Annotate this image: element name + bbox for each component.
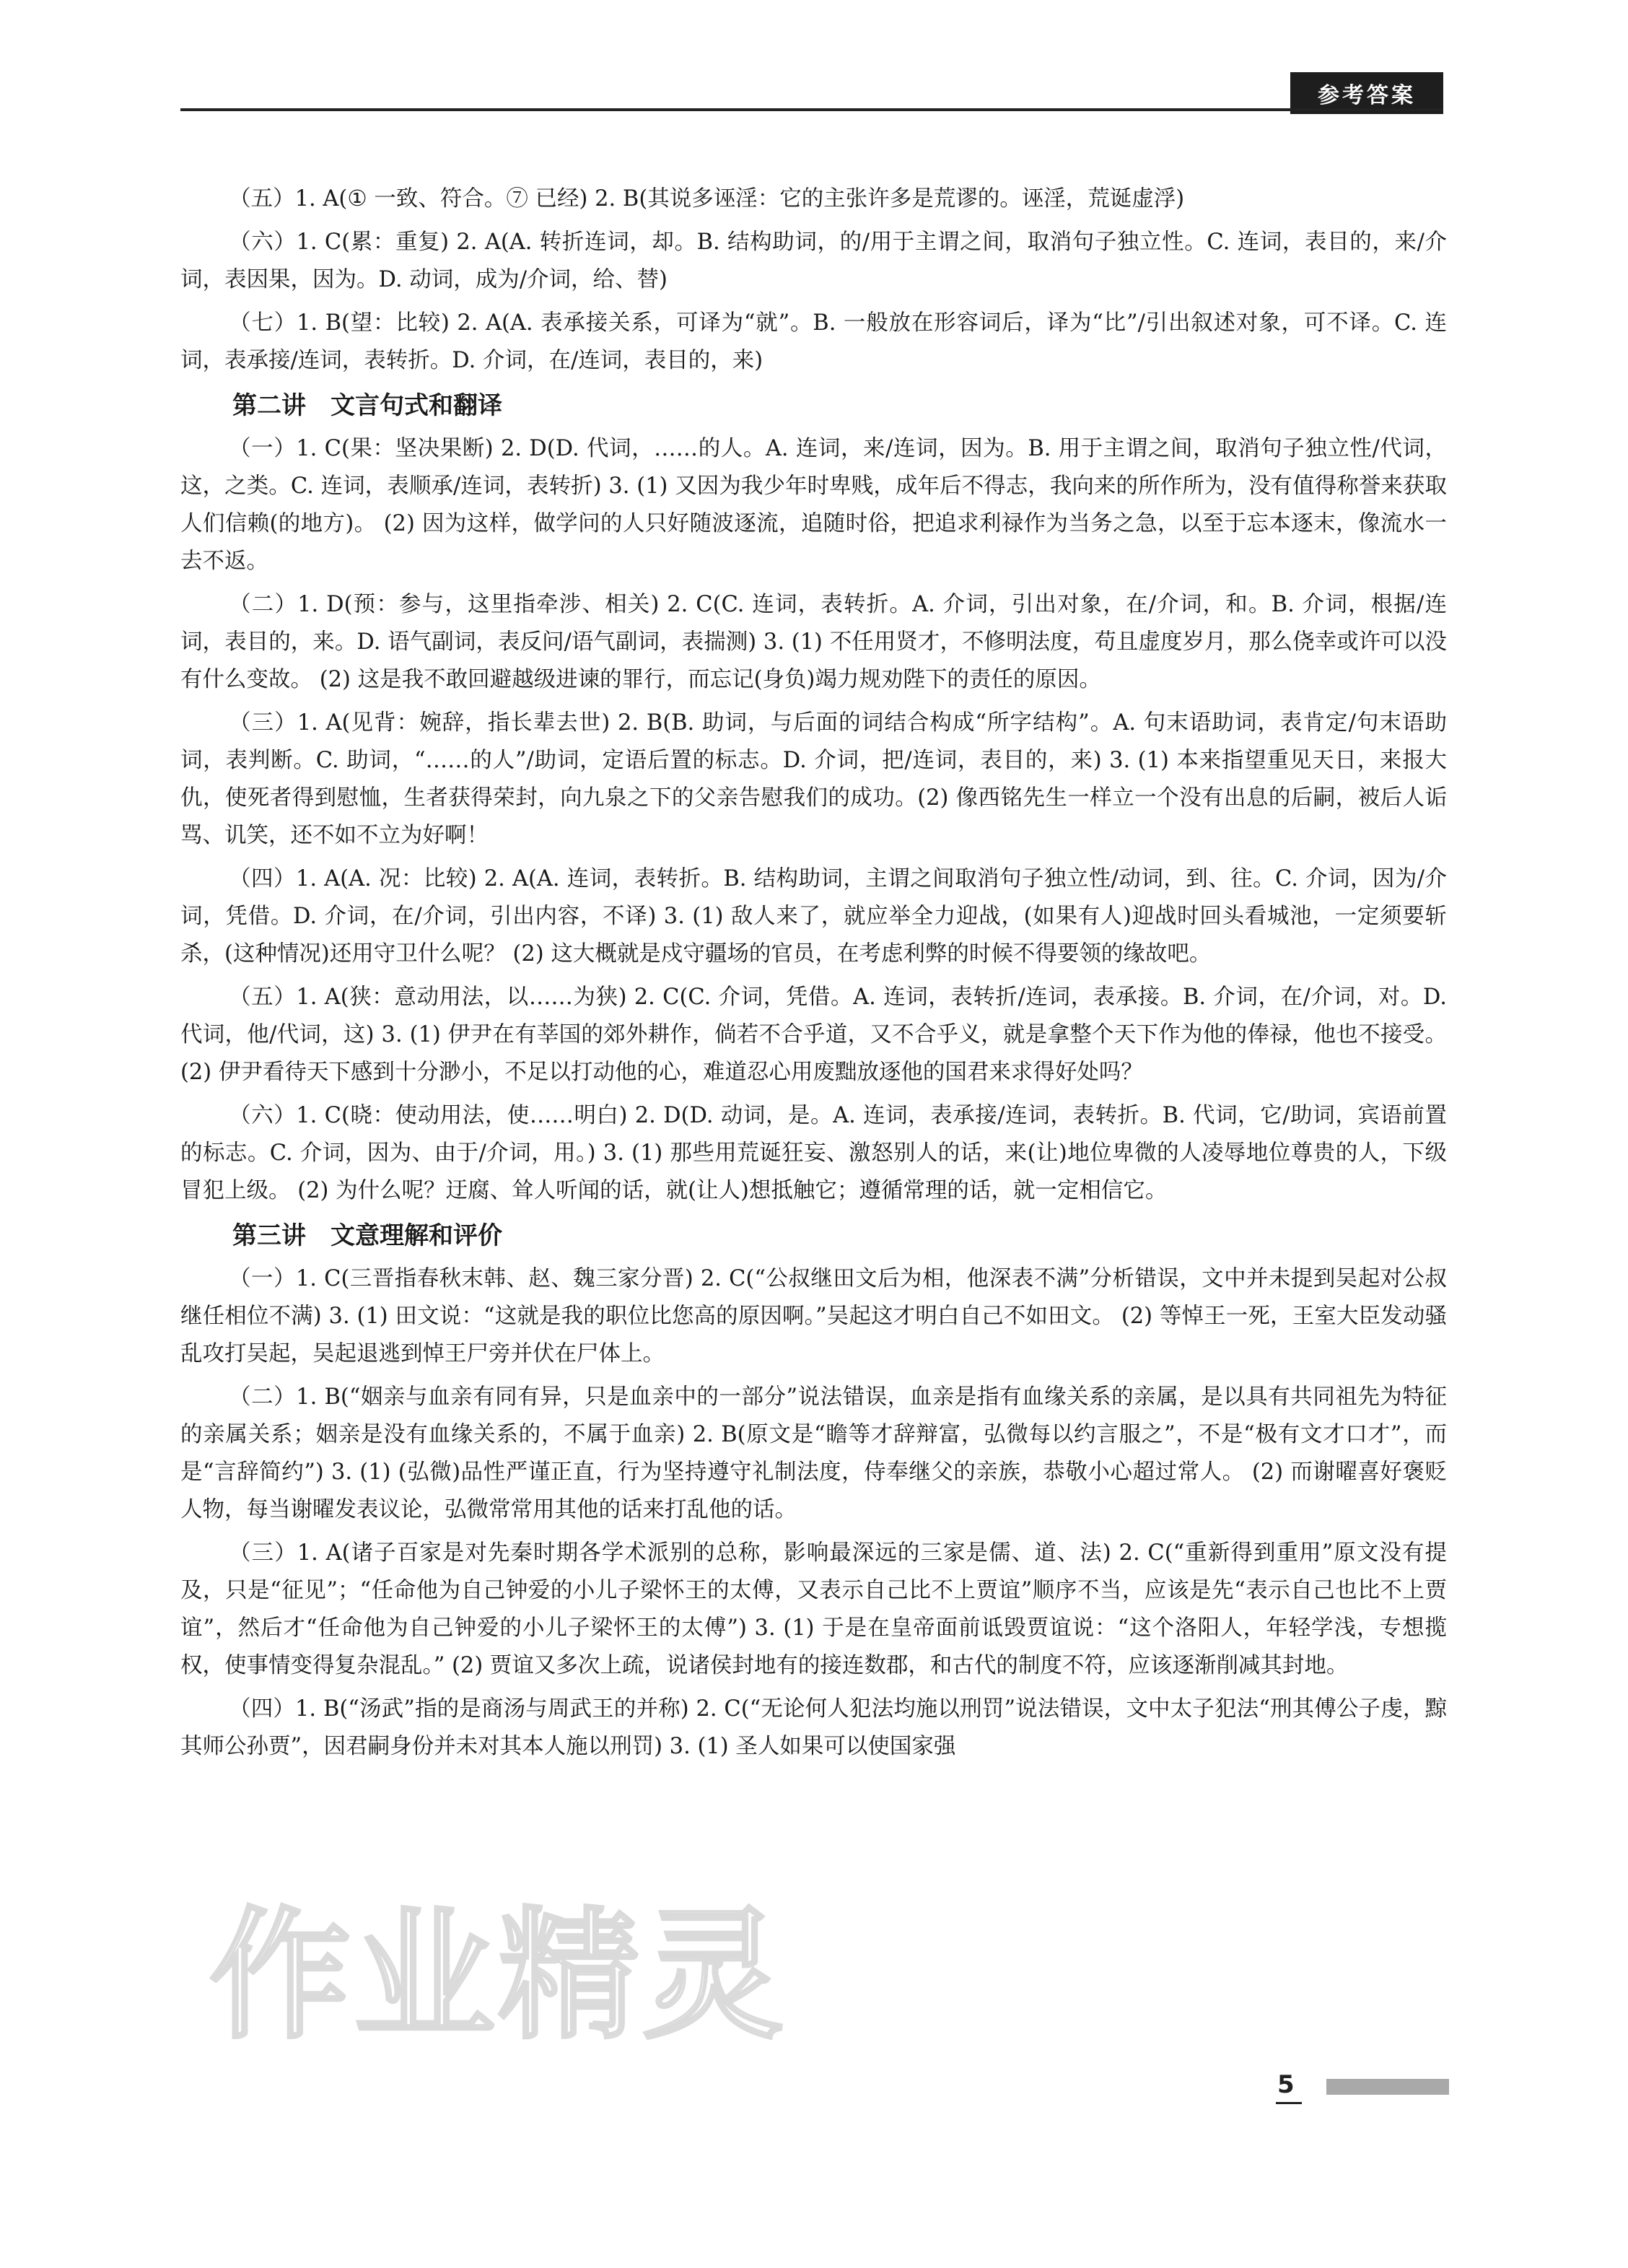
page-footer-bar bbox=[1326, 2079, 1449, 2095]
header-tag: 参考答案 bbox=[1290, 72, 1443, 114]
header-rule bbox=[180, 108, 1443, 111]
answer-paragraph: （五）1. A(狭：意动用法，以……为狭) 2. C(C. 介词，凭借。A. 连词，表转折/连词，表承接。B. 介词，在/介词，对。D. 代词，他/代词，这) 3. (1) 伊尹在有莘国的郊外耕作，倘若不合乎道，又不合乎义，就是拿整个天下作为他的俸禄，他也不接受。 (2) 伊尹看待天下感到十分渺小，不足以打动他的心，难道忍心用废黜放逐他的国君来求得好处吗？ bbox=[180, 985, 1447, 1085]
watermark: 作业精灵 bbox=[209, 1894, 787, 2059]
answer-paragraph: （一）1. C(果：坚决果断) 2. D(D. 代词，……的人。A. 连词，来/连词，因为。B. 用于主谓之间，取消句子独立性/代词，这，之类。C. 连词，表顺承/连词，表转折) 3. (1) 又因为我少年时卑贱，成年后不得志，我向来的所作所为，没有值得称誉来获取人们信赖(的地方)。 (2) 因为这样，做学问的人只好随波逐流，追随时俗，把追求利禄作为当务之急，以至于忘本逐末，像流水一去不返。 bbox=[180, 436, 1447, 574]
answer-paragraph: （三）1. A(诸子百家是对先秦时期各学术派别的总称，影响最深远的三家是儒、道、法) 2. C(“重新得到重用”原文没有提及，只是“征见”；“任命他为自己钟爱的小儿子梁怀王的太傅，又表示自己比不上贾谊”顺序不当，应该是先“表示自己也比不上贾谊”，然后才“任命他为自己钟爱的小儿子梁怀王的太傅”) 3. (1) 于是在皇帝面前诋毁贾谊说：“这个洛阳人，年轻学浅，专想揽权，使事情变得复杂混乱。” (2) 贾谊又多次上疏，说诸侯封地有的接连数郡，和古代的制度不符，应该逐渐削减其封地。 bbox=[180, 1540, 1447, 1678]
answer-paragraph: （六）1. C(晓：使动用法，使……明白) 2. D(D. 动词，是。A. 连词，表承接/连词，表转折。B. 代词，它/助词，宾语前置的标志。C. 介词，因为、由于/介词，用。) 3. (1) 那些用荒诞狂妄、激怒别人的话，来(让)地位卑微的人凌辱地位尊贵的人，下级冒犯上级。 (2) 为什么呢？迂腐、耸人听闻的话，就(让人)想抵触它；遵循常理的话，就一定相信它。 bbox=[180, 1103, 1447, 1203]
answer-paragraph: （五）1. A(① 一致、符合。⑦ 已经) 2. B(其说多诬淫：它的主张许多是荒谬的。诬淫，荒诞虚浮) bbox=[229, 186, 1185, 211]
answer-paragraph: （二）1. D(预：参与，这里指牵涉、相关) 2. C(C. 连词，表转折。A. 介词，引出对象，在/介词，和。B. 介词，根据/连词，表目的，来。D. 语气副词，表反问/语气副词，表揣测) 3. (1) 不任用贤才，不修明法度，苟且虚度岁月，那么侥幸或许可以没有什么变故。 (2) 这是我不敢回避越级进谏的罪行，而忘记(身负)竭力规劝陛下的责任的原因。 bbox=[180, 592, 1447, 692]
answer-paragraph: （三）1. A(见背：婉辞，指长辈去世) 2. B(B. 助词，与后面的词结合构成“所字结构”。A. 句末语助词，表肯定/句末语助词，表判断。C. 助词，“……的人”/助词，定语后置的标志。D. 介词，把/连词，表目的，来) 3. (1) 本来指望重见天日，来报大仇，使死者得到慰恤，生者获得荣封，向九泉之下的父亲告慰我们的成功。(2) 像西铭先生一样立一个没有出息的后嗣，被后人诟骂、讥笑，还不如不立为好啊！ bbox=[180, 710, 1447, 848]
answer-content bbox=[180, 180, 1447, 1771]
answer-paragraph: （二）1. B(“姻亲与血亲有同有异，只是血亲中的一部分”说法错误，血亲是指有血缘关系的亲属，是以具有共同祖先为特征的亲属关系；姻亲是没有血缘关系的，不属于血亲) 2. B(原文是“瞻等才辞辩富，弘微每以约言服之”，不是“极有文才口才”，而是“言辞简约”) 3. (1) (弘微)品性严谨正直，行为坚持遵守礼制法度，侍奉继父的亲族，恭敬小心超过常人。 (2) 而谢曜喜好褒贬人物，每当谢曜发表议论，弘微常常用其他的话来打乱他的话。 bbox=[180, 1384, 1447, 1522]
answer-paragraph: （七）1. B(望：比较) 2. A(A. 表承接关系，可译为“就”。B. 一般放在形容词后，译为“比”/引出叙述对象，可不译。C. 连词，表承接/连词，表转折。D. 介词，在/连词，表目的，来) bbox=[180, 310, 1447, 373]
page-number: 5 bbox=[1277, 2070, 1295, 2099]
section-title: 第二讲 文言句式和翻译 bbox=[232, 391, 502, 420]
section-title: 第三讲 文意理解和评价 bbox=[232, 1221, 502, 1250]
answer-paragraph: （四）1. A(A. 况：比较) 2. A(A. 连词，表转折。B. 结构助词，主谓之间取消句子独立性/动词，到、往。C. 介词，因为/介词，凭借。D. 介词，在/介词，引出内容，不译) 3. (1) 敌人来了，就应举全力迎战，(如果有人)迎战时回头看城池，一定须要斩杀，(这种情况)还用守卫什么呢？ (2) 这大概就是戍守疆场的官员，在考虑利弊的时候不得要领的缘故吧。 bbox=[180, 866, 1447, 967]
answer-paragraph: （一）1. C(三晋指春秋末韩、赵、魏三家分晋) 2. C(“公叔继田文后为相，他深表不满”分析错误，文中并未提到吴起对公叔继任相位不满) 3. (1) 田文说：“这就是我的职位比您高的原因啊。”吴起这才明白自己不如田文。 (2) 等悼王一死，王室大臣发动骚乱攻打吴起，吴起退逃到悼王尸旁并伏在尸体上。 bbox=[180, 1266, 1447, 1366]
answer-paragraph: （六）1. C(累：重复) 2. A(A. 转折连词，却。B. 结构助词，的/用于主谓之间，取消句子独立性。C. 连词，表目的，来/介词，表因果，因为。D. 动词，成为/介词，给、替) bbox=[180, 230, 1447, 292]
page-number-underline bbox=[1276, 2102, 1302, 2104]
answer-paragraph: （四）1. B(“汤武”指的是商汤与周武王的并称) 2. C(“无论何人犯法均施以刑罚”说法错误，文中太子犯法“刑其傅公子虔，黥其师公孙贾”，因君嗣身份并未对其本人施以刑罚) 3. (1) 圣人如果可以使国家强 bbox=[180, 1696, 1447, 1759]
